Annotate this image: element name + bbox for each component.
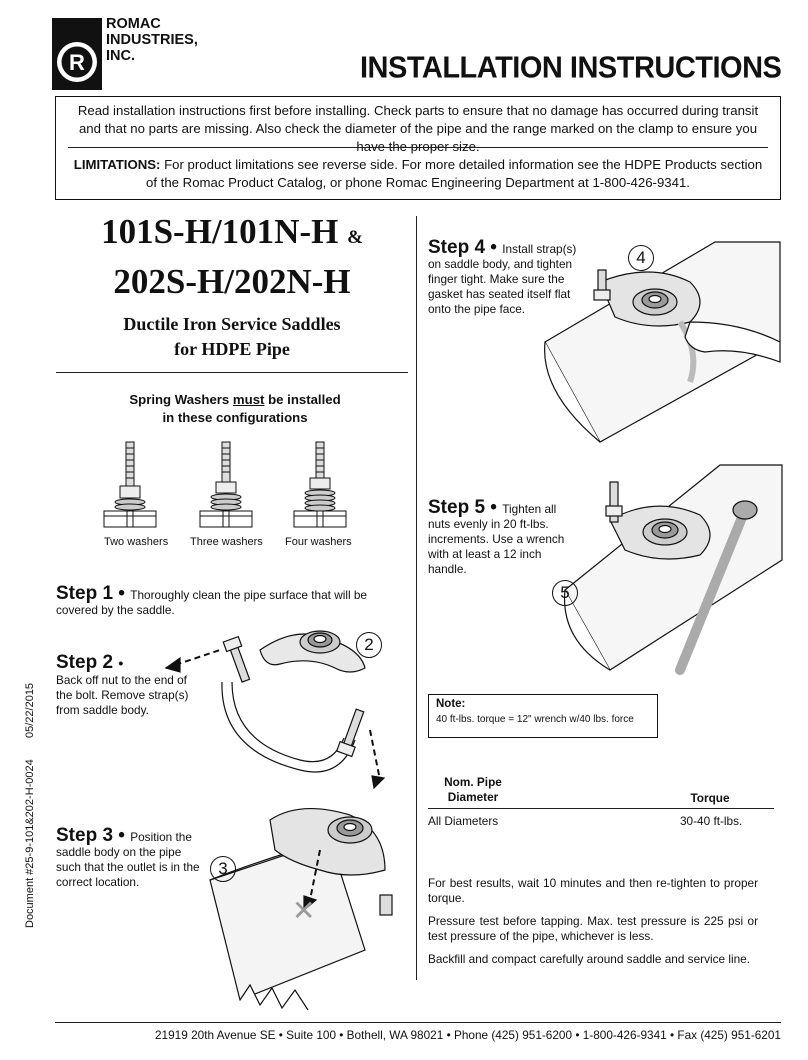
logo-letter: R [69, 50, 85, 75]
label-four-washers: Four washers [285, 536, 352, 548]
footer-rule [55, 1022, 781, 1023]
left-rule [56, 372, 408, 373]
company-line-1: ROMAC [106, 16, 161, 32]
table-row-torque: 30-40 ft-lbs. [680, 814, 743, 828]
note-text: 40 ft-lbs. torque = 12" wrench w/40 lbs. force [436, 714, 634, 725]
step-3: Step 3 • Position the saddle body on the pipe such that the outlet is in the correct location. [56, 825, 200, 889]
table-header-pipe [440, 775, 506, 805]
final-note-2: Pressure test before tapping. Max. test pressure is 225 psi or test pressure of the pipe, whichever is less. [428, 914, 758, 943]
spring-heading-must: must [232, 392, 265, 407]
step-5-text: Tighten all nuts evenly in 20 ft-lbs. increments. Use a wrench with at least a 12 inch handle. [428, 502, 565, 576]
romac-logo [52, 18, 102, 90]
limitations-text [68, 156, 768, 192]
document-title: INSTALLATION INSTRUCTIONS [360, 51, 782, 85]
step-4-title: Step 4 [428, 237, 486, 258]
step-1-text: Thoroughly clean the pipe surface that will be covered by the saddle. [56, 588, 367, 617]
subtitle-line-2: for HDPE Pipe [174, 339, 290, 359]
step-4: Step 4 • Install strap(s) on saddle body, and tighten finger tight. Make sure the gasket has seated itself flat onto the pipe face. [428, 237, 577, 316]
step-4-number: 4 [628, 245, 654, 271]
table-header-torque: Torque [690, 791, 730, 805]
table-header-pipe-line-1: Nom. Pipe [444, 775, 502, 789]
step-2-heading: Step 2 • [56, 652, 124, 673]
three-washer-config [200, 442, 252, 527]
note-title: Note: [436, 698, 466, 710]
step-2-number: 2 [356, 632, 382, 658]
company-line-3: INC. [106, 48, 135, 64]
step-5-illustration [560, 460, 785, 680]
step-4-illustration [540, 232, 785, 454]
subtitle-line-1: Ductile Iron Service Saddles [123, 314, 341, 334]
spring-heading-post: be installed [264, 392, 341, 407]
limitations-body: For product limitations see reverse side. For more detailed information see the HDPE Products section of the Romac Product Catalog, or phone Romac Engineering Department at 1-800-426-9341. [146, 157, 763, 190]
model-names-1: 101S-H/101N-H [101, 212, 339, 251]
footer-contact: 21919 20th Avenue SE • Suite 100 • Bothell, WA 98021 • Phone (425) 951-6200 • 1-800-426-9341 • Fax (425) 951-6201 [154, 1028, 781, 1042]
intro-text: Read installation instructions first before installing. Check parts to ensure that no damage has occurred during transit and that no parts are missing. Also check the diameter of the pipe and the range marked on the clamp to ensure you have the proper size. [77, 103, 759, 154]
document-number: Document #25-9-101&202-H-0024 [24, 759, 36, 928]
spring-heading-line-2: in these configurations [162, 410, 308, 425]
model-line-1 [56, 212, 408, 252]
step-3-title: Step 3 [56, 825, 114, 846]
table-row-diameter: All Diameters [428, 814, 499, 828]
step-5: Step 5 • Tighten all nuts evenly in 20 ft-lbs. increments. Use a wrench with at least a 12 inch handle. [428, 497, 565, 576]
spring-washer-heading [80, 391, 390, 427]
ampersand: & [347, 227, 363, 248]
final-note-1: For best results, wait 10 minutes and then re-tighten to proper torque. [428, 876, 758, 905]
company-line-2: INDUSTRIES, [106, 32, 198, 48]
table-rule [428, 808, 774, 809]
column-divider [416, 216, 417, 980]
model-line-2: 202S-H/202N-H [113, 262, 351, 301]
company-name [106, 16, 198, 64]
step-1-title: Step 1 [56, 583, 114, 604]
step-3-number: 3 [210, 856, 236, 882]
step-4-text: Install strap(s) on saddle body, and tighten finger tight. Make sure the gasket has seated itself flat onto the pipe face. [428, 242, 577, 316]
step-5-title: Step 5 [428, 497, 486, 518]
spring-heading-pre: Spring Washers [129, 392, 233, 407]
step-3-text: Position the saddle body on the pipe such that the outlet is in the correct location. [56, 830, 200, 889]
table-header-pipe-line-2: Diameter [447, 790, 499, 804]
step-2-title: Step 2 [56, 652, 114, 673]
document-date: 05/22/2015 [24, 682, 36, 738]
step-1: Step 1 • Thoroughly clean the pipe surface that will be covered by the saddle. [56, 583, 367, 617]
washer-configurations-illustration [100, 440, 360, 532]
label-two-washers: Two washers [104, 536, 169, 548]
four-washer-config [294, 442, 346, 527]
label-three-washers: Three washers [190, 536, 263, 548]
step-3-illustration [200, 800, 410, 1018]
final-note-3: Backfill and compact carefully around saddle and service line. [428, 952, 750, 966]
intro-separator [68, 147, 768, 148]
two-washer-config [104, 442, 156, 527]
step-2-text: Back off nut to the end of the bolt. Remove strap(s) from saddle body. [56, 673, 189, 717]
step-5-number: 5 [552, 580, 578, 606]
product-subtitle [56, 312, 408, 362]
svg-text:✕: ✕ [292, 895, 316, 926]
limitations-label: LIMITATIONS: [73, 157, 161, 172]
